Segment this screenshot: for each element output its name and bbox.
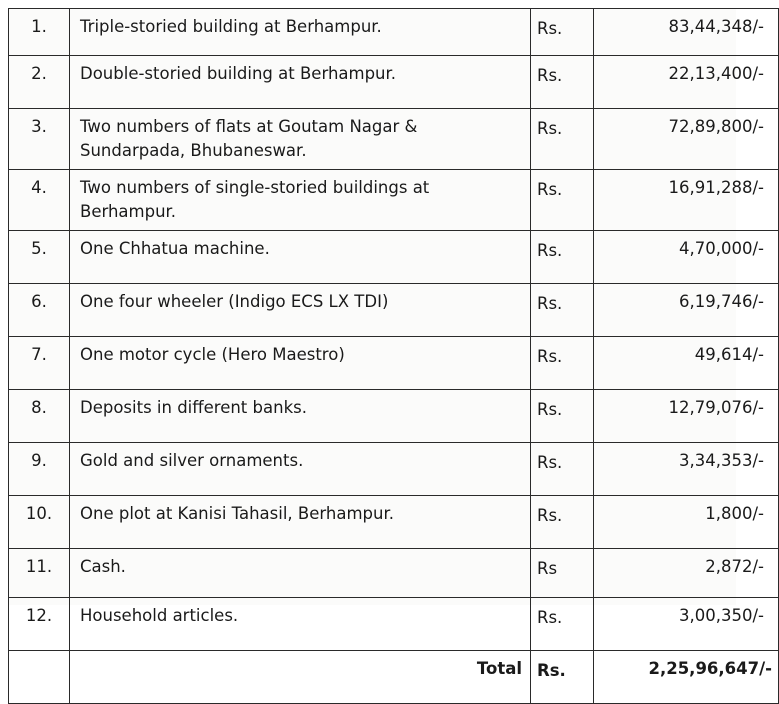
total-currency: Rs. [531,651,594,704]
table-row [9,231,779,284]
currency-label: Rs. [531,109,594,170]
asset-description: Double-storied building at Berhampur. [70,56,531,109]
asset-description: One motor cycle (Hero Maestro) [70,337,531,390]
asset-description: One Chhatua machine. [70,231,531,284]
asset-amount: 12,79,076/- [594,390,779,443]
serial-number: 7. [9,337,70,390]
asset-description: Deposits in different banks. [70,390,531,443]
asset-amount: 72,89,800/- [594,109,779,170]
asset-description: Household articles. [70,598,531,651]
serial-number: 12. [9,598,70,651]
asset-amount: 16,91,288/- [594,170,779,231]
asset-amount: 22,13,400/- [594,56,779,109]
table-row [9,9,779,56]
asset-amount: 49,614/- [594,337,779,390]
serial-number: 6. [9,284,70,337]
asset-description: Cash. [70,549,531,598]
empty-cell [9,651,70,704]
serial-number: 3. [9,109,70,170]
table-row [9,496,779,549]
table-row [9,390,779,443]
total-label: Total [70,651,531,704]
table-row [9,109,779,170]
asset-description: One plot at Kanisi Tahasil, Berhampur. [70,496,531,549]
asset-amount: 3,00,350/- [594,598,779,651]
currency-label: Rs. [531,170,594,231]
serial-number: 5. [9,231,70,284]
table-row [9,56,779,109]
serial-number: 11. [9,549,70,598]
asset-amount: 3,34,353/- [594,443,779,496]
serial-number: 4. [9,170,70,231]
serial-number: 8. [9,390,70,443]
table-row [9,549,779,598]
asset-amount: 4,70,000/- [594,231,779,284]
serial-number: 1. [9,9,70,56]
currency-label: Rs. [531,56,594,109]
currency-label: Rs. [531,337,594,390]
asset-description: One four wheeler (Indigo ECS LX TDI) [70,284,531,337]
asset-amount: 2,872/- [594,549,779,598]
document-page [8,8,772,680]
currency-label: Rs. [531,9,594,56]
asset-description: Gold and silver ornaments. [70,443,531,496]
currency-label: Rs [531,549,594,598]
currency-label: Rs. [531,598,594,651]
table-row [9,170,779,231]
total-row [9,651,779,704]
serial-number: 9. [9,443,70,496]
serial-number: 2. [9,56,70,109]
asset-amount: 83,44,348/- [594,9,779,56]
asset-description: Two numbers of flats at Goutam Nagar & Sundarpada, Bhubaneswar. [70,109,531,170]
currency-label: Rs. [531,390,594,443]
serial-number: 10. [9,496,70,549]
total-amount: 2,25,96,647/- [594,651,779,704]
table-row [9,284,779,337]
asset-amount: 6,19,746/- [594,284,779,337]
asset-description: Two numbers of single-storied buildings at Berhampur. [70,170,531,231]
currency-label: Rs. [531,443,594,496]
table-row [9,337,779,390]
asset-amount: 1,800/- [594,496,779,549]
table-row [9,443,779,496]
currency-label: Rs. [531,496,594,549]
asset-description: Triple-storied building at Berhampur. [70,9,531,56]
currency-label: Rs. [531,231,594,284]
assets-table [8,8,779,704]
table-row [9,598,779,651]
currency-label: Rs. [531,284,594,337]
